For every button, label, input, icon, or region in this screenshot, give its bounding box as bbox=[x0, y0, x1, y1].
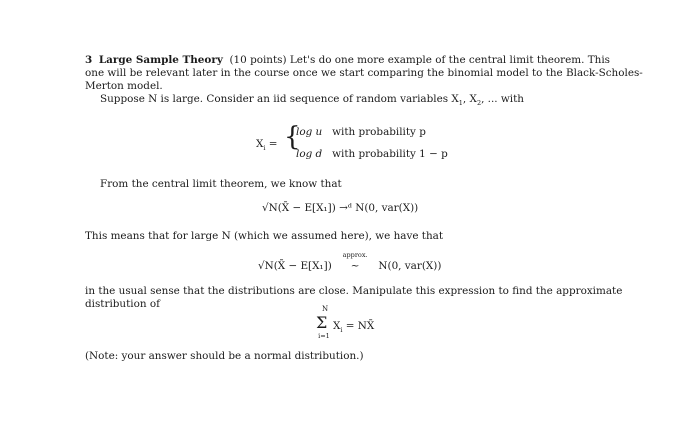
case-2 bbox=[296, 148, 448, 160]
problem-points: (10 points) bbox=[229, 54, 287, 66]
sum-sigma: Σ bbox=[316, 313, 328, 332]
xi-symbol: X bbox=[256, 138, 264, 150]
xi-lhs: $X_i$ = bbox=[256, 138, 278, 153]
sum-lower: i=1 bbox=[318, 332, 330, 340]
sum-rhs: = NX̄ bbox=[342, 320, 375, 332]
piecewise-brace: { bbox=[284, 122, 301, 152]
case-1-cond: with probability p bbox=[332, 126, 426, 138]
case-1-expr: log u bbox=[296, 126, 323, 138]
suppose-text: Suppose N is large. Consider an iid sequence of random variables X bbox=[100, 93, 459, 105]
clt-intro: From the central limit theorem, we know that bbox=[100, 178, 342, 190]
approx-eq-right: N(0, var(X)) bbox=[378, 260, 442, 272]
sum-expr: X bbox=[333, 320, 341, 332]
sum-upper: N bbox=[321, 305, 329, 313]
sum-subscript: i bbox=[340, 326, 343, 335]
sum-body bbox=[333, 320, 374, 334]
seq-mid: , X bbox=[462, 93, 477, 105]
xi-subscript: i bbox=[263, 144, 266, 153]
clt-equation: √N(X̄ − E[X₁]) →ᵈ N(0, var(X)) bbox=[262, 202, 419, 214]
problem-title: Large Sample Theory bbox=[98, 54, 223, 66]
suppose-tail: , ... with bbox=[481, 93, 524, 105]
problem-heading bbox=[85, 54, 610, 67]
means-text: This means that for large N (which we assumed here), we have that bbox=[85, 230, 444, 242]
approx-eq-left: √N(X̄ − E[X₁]) bbox=[258, 260, 332, 272]
case-2-expr: log d bbox=[296, 148, 323, 160]
intro-line-2: one will be relevant later in the course once we start comparing the binomial model to the Black-Scholes- bbox=[85, 67, 643, 79]
case-2-cond: with probability 1 − p bbox=[332, 148, 448, 160]
approx-label: approx. bbox=[342, 251, 368, 259]
note: (Note: your answer should be a normal distribution.) bbox=[85, 350, 364, 362]
seq-subscript-1: 1 bbox=[458, 99, 463, 108]
approx-equation bbox=[258, 251, 442, 272]
approx-symbol: approx. ~ bbox=[335, 260, 375, 272]
case-1 bbox=[296, 126, 426, 138]
usual-sense-1: in the usual sense that the distributions are close. Manipulate this expression to find the approximate bbox=[85, 285, 623, 297]
intro-line-1: Let's do one more example of the central limit theorem. This bbox=[289, 54, 610, 66]
intro-line-3: Merton model. bbox=[85, 80, 163, 92]
suppose-line bbox=[100, 93, 524, 110]
usual-sense-2: distribution of bbox=[85, 298, 160, 310]
seq-subscript-2: 2 bbox=[476, 99, 482, 108]
problem-number: 3 bbox=[85, 54, 93, 66]
